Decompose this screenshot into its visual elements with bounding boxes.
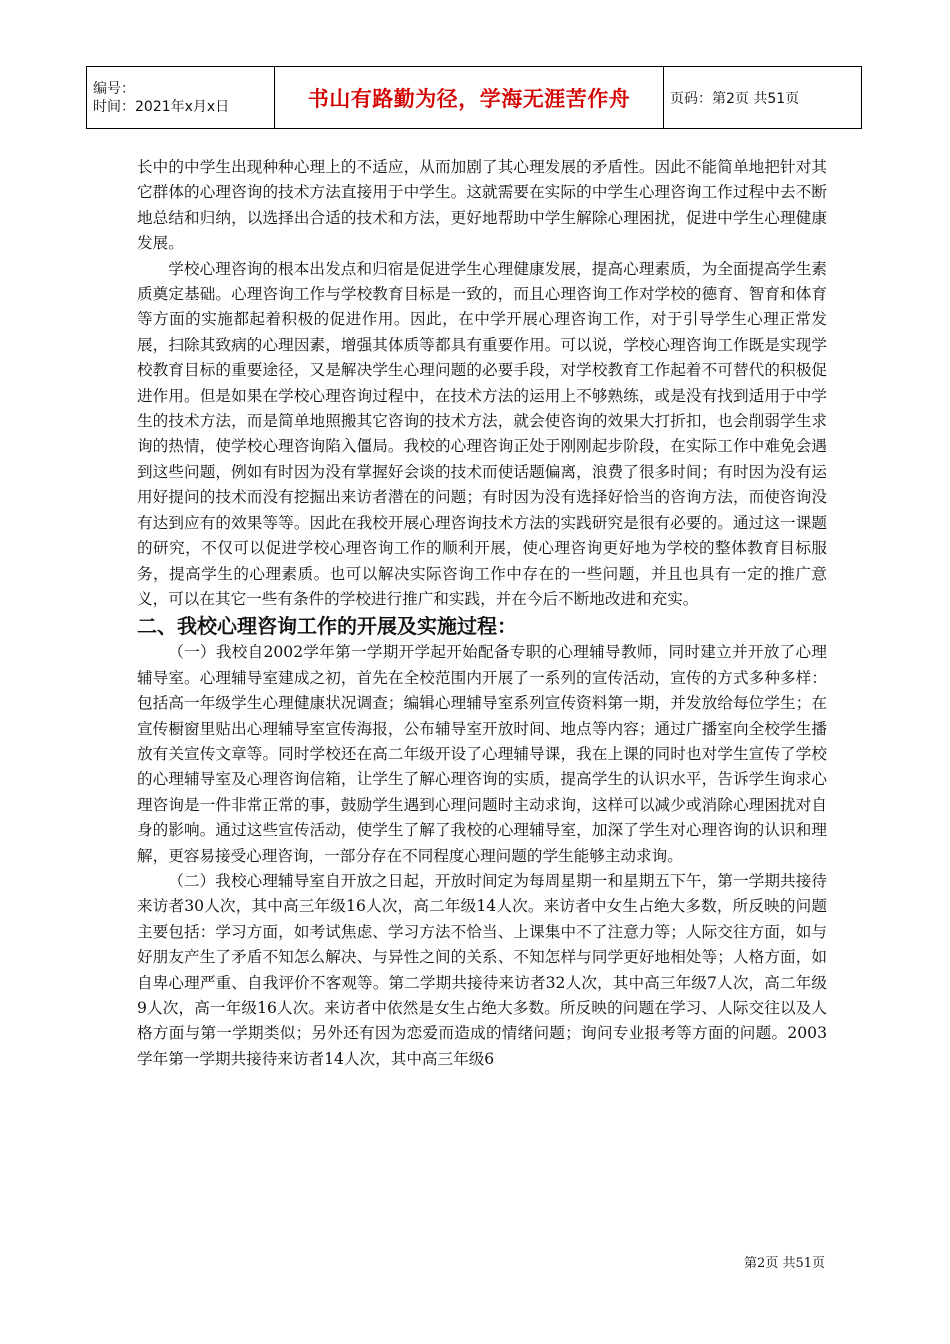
body-paragraph: （一）我校自2002学年第一学期开学起开始配备专职的心理辅导教师，同时建立并开放了心理辅导室。心理辅导室建成之初，首先在全校范围内开展了一系列的宣传活动，宣传的方式多种多样：包括高一年级学生心理健康状况调查；编辑心理辅导室系列宣传资料第一期，并发放给每位学生；在宣传橱窗里贴出心理辅导室宣传海报，公布辅导室开放时间、地点等内容；通过广播室向全校学生播放有关宣传文章等。同时学校还在高二年级开设了心理辅导课，我在上课的同时也对学生宣传了学校的心理辅导室及心理咨询信箱，让学生了解心理咨询的实质，提高学生的认识水平，告诉学生询求心理咨询是一件非常正常的事，鼓励学生遇到心理问题时主动求询，这样可以减少或消除心理困扰对自身的影响。通过这些宣传活动，使学生了解了我校的心理辅导室，加深了学生对心理咨询的认识和理解，更容易接受心理咨询，一部分存在不同程度心理问题的学生能够主动求询。 [137,643,827,865]
header-meta-cell [87,67,275,129]
document-date-label: 时间：2021年x月x日 [93,98,230,115]
body-paragraph: （二）我校心理辅导室自开放之日起，开放时间定为每周星期一和星期五下午，第一学期共接待来访者30人次，其中高三年级16人次，高二年级14人次。来访者中女生占绝大多数，所反映的问题主要包括：学习方面，如考试焦虑、学习方法不恰当、上课集中不了注意力等；人际交往方面，如与好朋友产生了矛盾不知怎么解决、与异性之间的关系、不知怎样与同学更好地相处等；人格方面，如自卑心理严重、自我评价不客观等。第二学期共接待来访者32人次，其中高三年级7人次，高二年级9人次，高一年级16人次。来访者中依然是女生占绝大多数。所反映的问题在学习、人际交往以及人格方面与第一学期类似；另外还有因为恋爱而造成的情绪问题；询问专业报考等方面的问题。2003学年第一学期共接待来访者14人次，其中高三年级6 [137,871,827,1068]
page-header [86,66,862,129]
footer-page-number: 第2页 共51页 [744,1256,825,1271]
body-paragraph: 长中的中学生出现种种心理上的不适应，从而加剧了其心理发展的矛盾性。因此不能简单地把针对其它群体的心理咨询的技术方法直接用于中学生。这就需要在实际的中学生心理咨询工作过程中去不断地总结和归纳，以选择出合适的技术和方法，更好地帮助中学生解除心理困扰，促进中学生心理健康发展。 [137,158,827,253]
section-heading: 二、我校心理咨询工作的开展及实施过程： [137,614,517,639]
header-page-info: 页码：第2页 共51页 [664,67,862,129]
header-motto: 书山有路勤为径，学海无涯苦作舟 [275,67,664,129]
body-paragraph: 学校心理咨询的根本出发点和归宿是促进学生心理健康发展，提高心理素质，为全面提高学生素质奠定基础。心理咨询工作与学校教育目标是一致的，而且心理咨询工作对学校的德育、智育和体育等方面的实施都起着积极的促进作用。因此，在中学开展心理咨询工作，对于引导学生心理正常发展，扫除其致病的心理因素，增强其体质等都具有重要作用。可以说，学校心理咨询工作既是实现学校教育目标的重要途径，又是解决学生心理问题的必要手段，对学校教育工作起着不可替代的积极促进作用。但是如果在学校心理咨询过程中，在技术方法的运用上不够熟练，或是没有找到适用于中学生的技术方法，而是简单地照搬其它咨询的技术方法，就会使咨询的效果大打折扣，也会削弱学生求询的热情，使学校心理咨询陷入僵局。我校的心理咨询正处于刚刚起步阶段，在实际工作中难免会遇到这些问题，例如有时因为没有掌握好会谈的技术而使话题偏离，浪费了很多时间；有时因为没有运用好提问的技术而没有挖掘出来访者潜在的问题；有时因为没有选择好恰当的咨询方法，而使咨询没有达到应有的效果等等。因此在我校开展心理咨询技术方法的实践研究是很有必要的。通过这一课题的研究，不仅可以促进学校心理咨询工作的顺利开展，使心理咨询更好地为学校的整体教育目标服务，提高学生的心理素质。也可以解决实际咨询工作中存在的一些问题，并且也具有一定的推广意义，可以在其它一些有条件的学校进行推广和实践，并在今后不断地改进和充实。 [137,259,827,608]
document-number-label: 编号： [93,80,135,97]
document-body [137,155,827,1072]
